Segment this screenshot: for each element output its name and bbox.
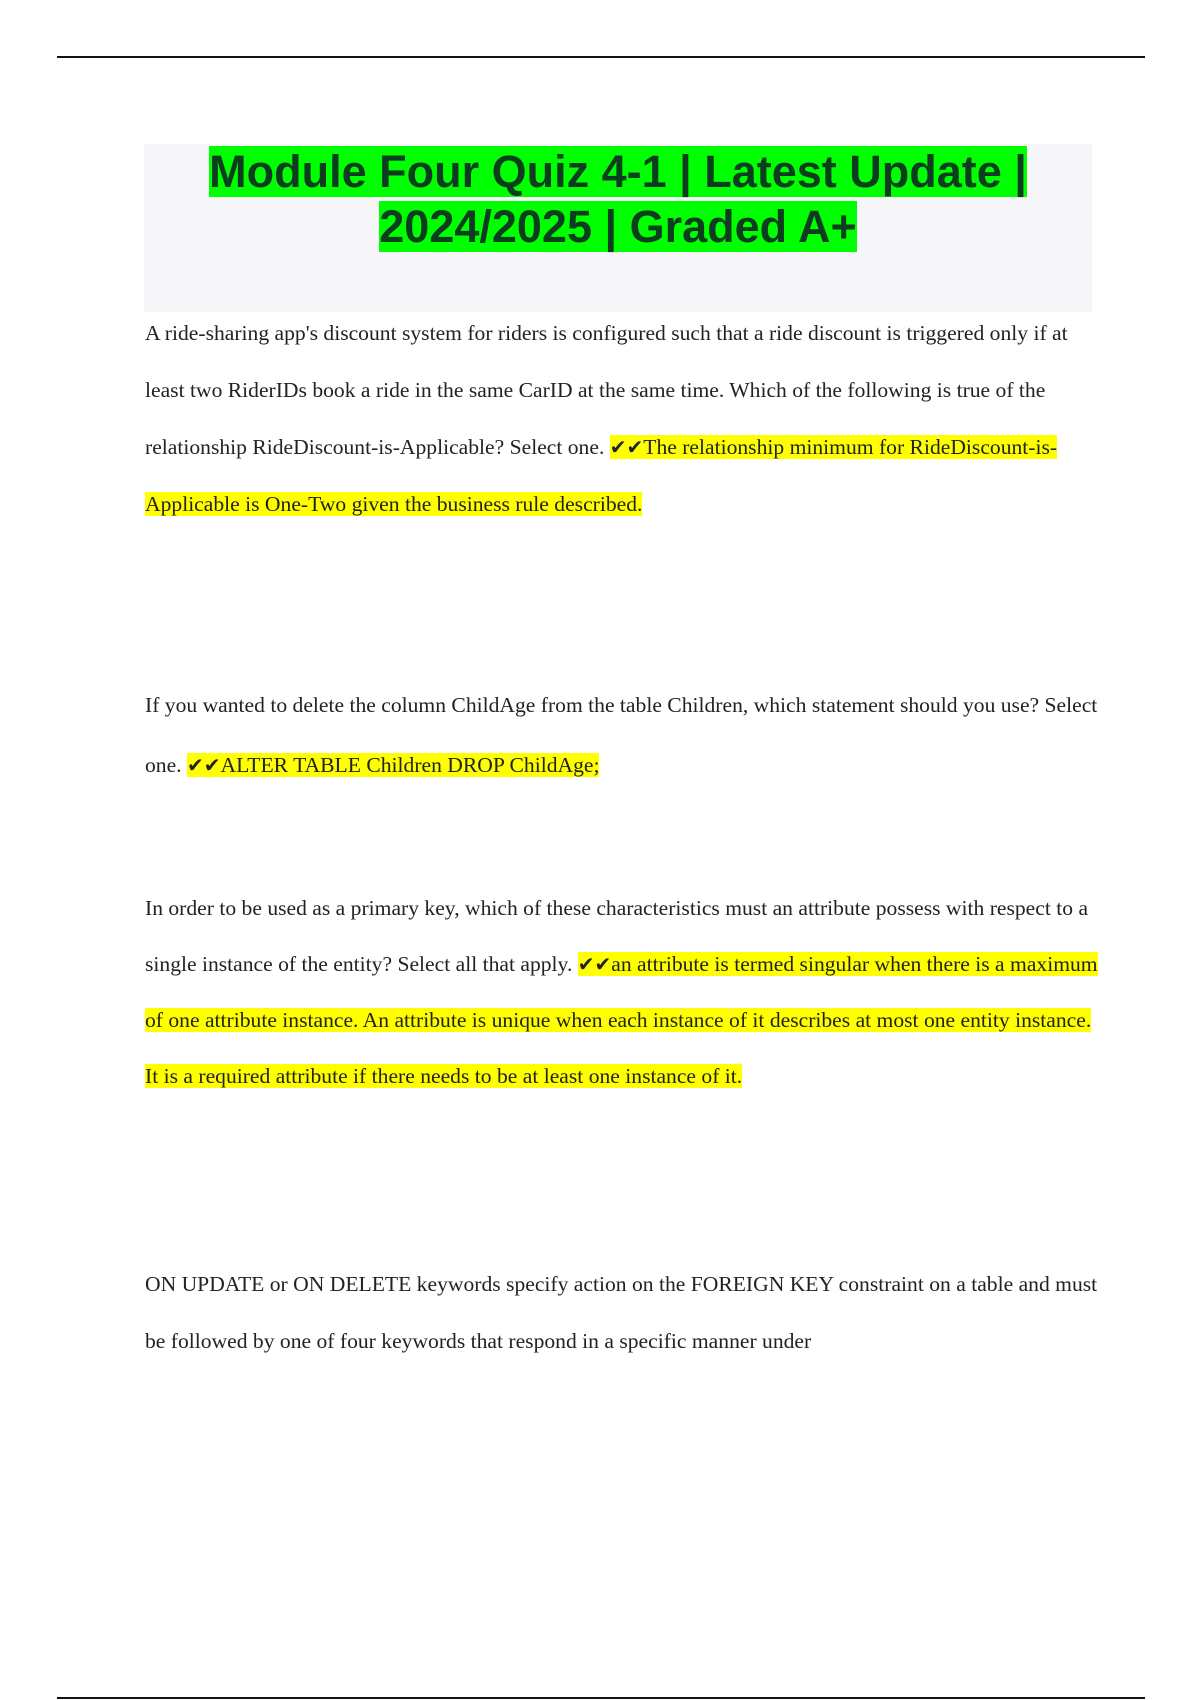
question-text-4: ON UPDATE or ON DELETE keywords specify action on the FOREIGN KEY constraint on a table and must be followed by one of four keywords that respond in a specific manner under — [145, 1272, 1098, 1353]
answer-text-1: The relationship minimum for RideDiscount-is-Applicable is One-Two given the business rule described. — [145, 435, 1058, 516]
answer-text-3: an attribute is termed singular when there is a maximum of one attribute instance. An attribute is unique when each instance of it describes at most one entity instance. It is a required attribute if there needs to be at least one instance of it. — [145, 952, 1098, 1088]
question-text-3: In order to be used as a primary key, which of these characteristics must an attribute possess with respect to a single instance of the entity? Select all that apply. — [145, 896, 1089, 976]
check-icon: ✔✔ — [577, 952, 612, 976]
question-text-1: A ride-sharing app's discount system for riders is configured such that a ride discount is triggered only if at least two RiderIDs book a ride in the same CarID at the same time. Which of the following is true of the relationship RideDiscount-is-Applicable? Select one. — [145, 321, 1068, 459]
answer-text-2: ALTER TABLE Children DROP ChildAge; — [220, 753, 600, 777]
top-rule — [57, 56, 1145, 58]
document-title — [144, 144, 1092, 254]
check-icon: ✔✔ — [609, 435, 644, 459]
question-block-2 — [145, 675, 1100, 795]
question-block-1 — [145, 305, 1100, 533]
check-icon: ✔✔ — [186, 753, 221, 777]
question-block-3 — [145, 880, 1100, 1104]
question-block-4 — [145, 1256, 1100, 1370]
document-title-text: Module Four Quiz 4-1 | Latest Update | 2024/2025 | Graded A+ — [209, 146, 1027, 252]
bottom-rule — [57, 1697, 1145, 1699]
answer-highlight-2 — [187, 753, 599, 777]
question-text-2: If you wanted to delete the column ChildAge from the table Children, which statement should you use? Select one. — [145, 693, 1098, 777]
